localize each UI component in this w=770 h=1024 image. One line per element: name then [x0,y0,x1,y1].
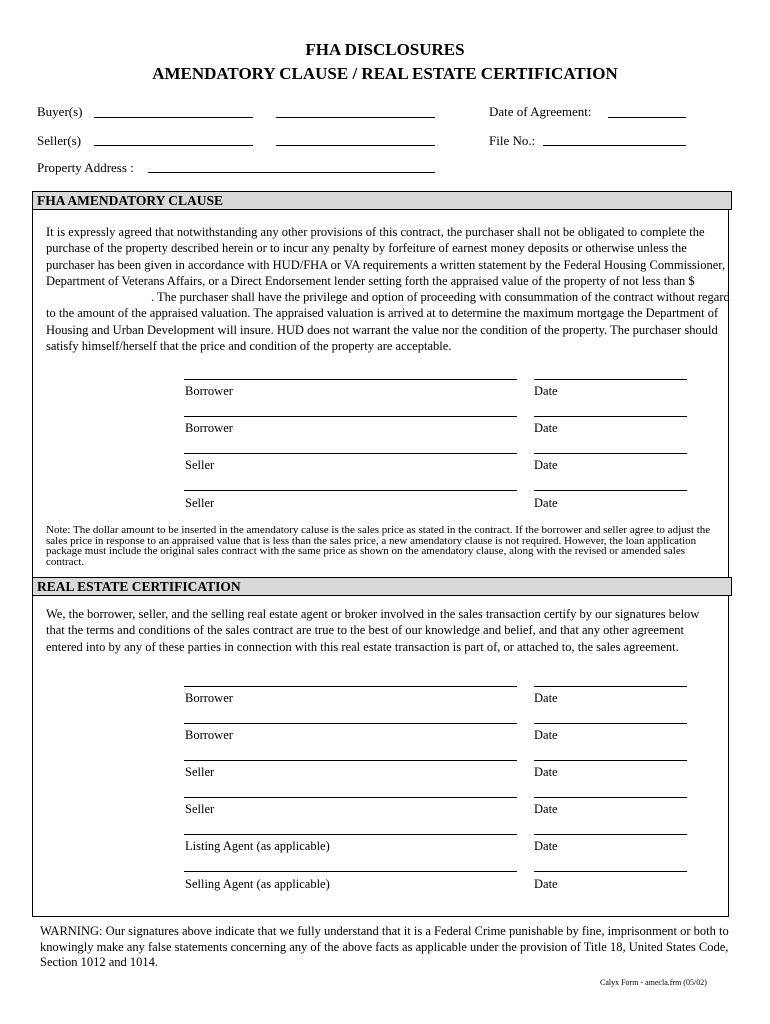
date-label: Date [534,839,558,853]
date-line[interactable] [534,686,687,687]
sig-line[interactable] [184,723,517,724]
date-line[interactable] [534,490,687,491]
sig-line[interactable] [184,871,517,872]
amendatory-text-part1: It is expressly agreed that notwithstanding any other provisions of this contract, the purchaser shall not be obligated to complete the purchase of the property described herein or to incur any penalty by forfeiture of earnest money deposits or otherwise unless the purchaser has been given in accordance with HUD/FHA or VA requirements a written statement by the Federal Housing Commissioner, Department of Veterans Affairs, or a Direct Endorsement lender setting forth the appraised value of the property of not less than $ [46,225,726,288]
date-of-agreement-label: Date of Agreement: [489,104,592,119]
date-label: Date [534,765,558,779]
file-no-line[interactable] [543,145,686,146]
amendatory-heading: FHA AMENDATORY CLAUSE [32,191,732,210]
date-label: Date [534,728,558,742]
seller-2-line[interactable] [276,145,435,146]
signature-label-borrower: Borrower [185,728,233,742]
warning-text: WARNING: Our signatures above indicate that we fully understand that it is a Federal Crime punishable by fine, imprisonment or both to knowingly make any false statements concerning any of the above facts as applicable under the provision of Title 18, United States Code, Section 1012 and 1014. [40,924,729,969]
signature-label-borrower: Borrower [185,384,233,398]
amendatory-note: Note: The dollar amount to be inserted in the amendatory caluse is the sales price as stated in the contract. If the borrower and seller agree to adjust the sales price in response to an appraised value that is less than the sales price, a new amendatory clause is not required. However, the loan application package must include the original sales contract with the same price as shown on the amendatory clause, along with the revised or amended sales contract. [46,524,711,568]
date-label: Date [534,421,558,435]
sellers-label: Seller(s) [37,133,82,148]
date-line[interactable] [534,416,687,417]
date-line[interactable] [534,834,687,835]
date-label: Date [534,496,558,510]
certification-heading: REAL ESTATE CERTIFICATION [32,577,732,596]
form-footer: Calyx Form - amecla.frm (05/02) [600,978,707,987]
sig-line[interactable] [184,453,517,454]
sig-line[interactable] [184,797,517,798]
sig-line[interactable] [184,490,517,491]
date-line[interactable] [534,797,687,798]
signature-label-seller: Seller [185,765,215,779]
property-address-line[interactable] [148,172,435,173]
buyer-1-line[interactable] [94,117,253,118]
date-label: Date [534,877,558,891]
file-no-label: File No.: [489,133,536,148]
date-line[interactable] [534,723,687,724]
signature-label-borrower: Borrower [185,421,233,435]
signature-label-seller: Seller [185,496,215,510]
certification-paragraph: We, the borrower, seller, and the selling real estate agent or broker involved in the sales transaction certify by our signatures below that the terms and conditions of the sales contract are true to the best of our knowledge and belief, and that any other agreement entered into by any of these parties in connection with this real estate transaction is part of, or attached to, the sales agreement. [46,607,700,654]
property-address-label: Property Address : [37,160,134,175]
signature-label-seller: Seller [185,458,215,472]
seller-1-line[interactable] [94,145,253,146]
sig-line[interactable] [184,686,517,687]
buyers-label: Buyer(s) [37,104,83,119]
date-line[interactable] [534,379,687,380]
sig-line[interactable] [184,834,517,835]
date-line[interactable] [534,760,687,761]
signature-label-seller: Seller [185,802,215,816]
buyer-2-line[interactable] [276,117,435,118]
date-label: Date [534,458,558,472]
date-label: Date [534,384,558,398]
signature-label-borrower: Borrower [185,691,233,705]
date-label: Date [534,802,558,816]
signature-label-selling-agent: Selling Agent (as applicable) [185,877,330,891]
sig-line[interactable] [184,760,517,761]
page-subtitle: AMENDATORY CLAUSE / REAL ESTATE CERTIFICATION [152,64,618,83]
date-label: Date [534,691,558,705]
signature-label-listing-agent: Listing Agent (as applicable) [185,839,330,853]
date-of-agreement-line[interactable] [608,117,686,118]
amendatory-text-part2: . The purchaser shall have the privilege and option of proceeding with consummation of the contract without regard to the amount of the appraised valuation. The appraised valuation is arrived at to determine the maximum mortgage the Department of Housing and Urban Development will insure. HUD does not warrant the value nor the condition of the property. The purchaser should satisfy himself/herself that the price and condition of the property are acceptable. [46,290,730,354]
amendatory-paragraph [46,224,736,354]
sig-line[interactable] [184,416,517,417]
page-title: FHA DISCLOSURES [305,40,465,59]
date-line[interactable] [534,871,687,872]
date-line[interactable] [534,453,687,454]
sig-line[interactable] [184,379,517,380]
